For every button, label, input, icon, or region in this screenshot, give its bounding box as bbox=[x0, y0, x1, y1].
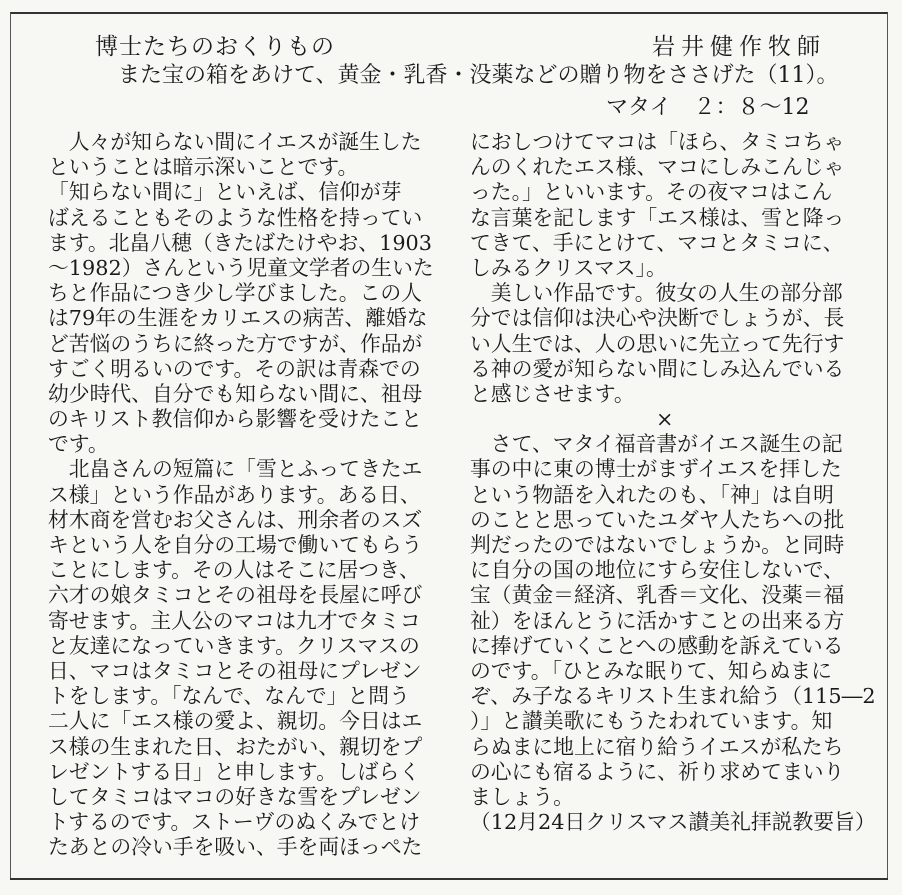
text-line: です。 bbox=[48, 432, 109, 457]
text-line: ましょう。 bbox=[470, 784, 574, 809]
text-line: 分では信仰は決心や決断でしょうが、長 bbox=[470, 306, 845, 331]
right-column bbox=[470, 130, 876, 835]
text-line: ど苦悩のうちに終った方ですが、作品が bbox=[48, 331, 423, 356]
text-line: 「知らない間に」といえば、信仰が芽 bbox=[48, 180, 402, 205]
text-line: 祉）をほんとうに活かすことの出来る方 bbox=[470, 608, 845, 633]
text-line: のキリスト教信仰から影響を受けたこと bbox=[48, 407, 422, 432]
text-line: ス様の生まれた日、おたがい、親切をプ bbox=[48, 734, 423, 759]
text-line: 寄せます。主人公のマコは九才でタミコ bbox=[48, 608, 421, 633]
text-line: のです。「ひとみな眠りて、知らぬまに bbox=[470, 658, 832, 683]
text-line: ということは暗示深いことです。 bbox=[48, 155, 359, 180]
text-line: さて、マタイ福音書がイエス誕生の記 bbox=[470, 432, 843, 457]
text-line: ます。北畠八穂（きたばたけやお、1903 bbox=[48, 230, 433, 255]
text-line: すごく明るいのです。その訳は青森での bbox=[48, 356, 421, 381]
author-name: 岩井健作牧師 bbox=[652, 34, 826, 60]
text-line: の心にも宿るように、祈り求めてまいり bbox=[470, 759, 845, 784]
bottom-rule bbox=[10, 878, 888, 880]
text-line: ）」と讃美歌にもうたわれています。知 bbox=[470, 709, 833, 734]
text-line: トをします。「なんで、なんで」と問う bbox=[48, 684, 410, 709]
text-line: った。」といいます。その夜マコはこん bbox=[470, 180, 833, 205]
text-line: してタミコはマコの好きな雪をプレゼン bbox=[48, 784, 422, 809]
article-title: 博士たちのおくりもの bbox=[95, 34, 335, 60]
text-line: 二人に「エス様の愛よ、親切。今日はエ bbox=[48, 709, 423, 734]
text-line: と友達になっていきます。クリスマスの bbox=[48, 633, 420, 658]
text-line: キという人を自分の工場で働いてもらう bbox=[48, 533, 423, 557]
text-line: は79年の生涯をカリエスの病苦、離婚な bbox=[48, 306, 428, 331]
text-line: 北畠さんの短篇に「雪とふってきたエ bbox=[48, 457, 423, 482]
text-line: トするのです。ストーヴのぬくみでとけ bbox=[48, 810, 421, 835]
text-line: のことと思っていたユダヤ人たちへの批 bbox=[470, 507, 845, 532]
text-line: 事の中に東の博士がまずイエスを拝した bbox=[470, 457, 842, 482]
text-line: んのくれたエス様、マコにしみこんじゃ bbox=[470, 155, 845, 180]
text-line: 人々が知らない間にイエスが誕生した bbox=[48, 130, 422, 154]
text-line: ことにします。その人はそこに居つき、 bbox=[48, 558, 420, 583]
text-line: い人生では、人の思いに先立って先行す bbox=[470, 331, 845, 356]
text-line: しみるクリスマス」。 bbox=[470, 255, 667, 280]
text-line: ぞ、み子なるキリスト生まれ給う（115―2 bbox=[470, 684, 876, 709]
text-line: ～1982）さんという児童文学者の生いた bbox=[48, 255, 434, 280]
text-line: ス様」という作品があります。ある日、 bbox=[48, 482, 421, 507]
text-line: てきて、手にとけて、マコとタミコに、 bbox=[470, 230, 844, 255]
text-line: 美しい作品です。彼女の人生の部分部 bbox=[470, 281, 843, 306]
text-line: らぬまに地上に宿り給うイエスが私たち bbox=[470, 734, 844, 759]
text-line: 幼少時代、自分でも知らない間に、祖母 bbox=[48, 381, 423, 406]
text-line: たあとの冷い手を吸い、手を両ほっぺた bbox=[48, 835, 423, 860]
scripture-verse: また宝の箱をあけて、黄金・乳香・没薬などの贈り物をささげた（11）。 bbox=[118, 63, 839, 88]
text-line: と感じさせます。 bbox=[470, 381, 635, 406]
text-line: ちと作品につき少し学びました。この人 bbox=[48, 281, 422, 306]
section-separator: × bbox=[656, 407, 674, 432]
left-column bbox=[48, 130, 448, 860]
text-line: 日、マコはタミコとその祖母にプレゼン bbox=[48, 658, 422, 683]
text-line: ばえることもそのような性格を持ってい bbox=[48, 205, 423, 230]
text-line: に自分の国の地位にすら安住しないで、 bbox=[470, 558, 844, 583]
text-line: 六才の娘タミコとその祖母を長屋に呼び bbox=[48, 583, 423, 608]
text-line: レゼントする日」と申します。しばらく bbox=[48, 759, 421, 784]
text-line: な言葉を記します「エス様は、雪と降っ bbox=[470, 205, 845, 230]
text-line: る神の愛が知らない間にしみ込んでいる bbox=[470, 356, 845, 381]
text-line: に捧げていくことへの感動を訴えている bbox=[470, 633, 844, 658]
text-line: 材木商を営むお父さんは、刑余者のスズ bbox=[48, 507, 423, 532]
text-line: におしつけてマコは「ほら、タミコちゃ bbox=[470, 130, 845, 154]
text-line: という物語を入れたのも、「神」は自明 bbox=[470, 482, 834, 507]
text-line: 宝（黄金＝経済、乳香＝文化、没薬＝福 bbox=[470, 583, 845, 608]
sermon-note: （12月24日クリスマス讃美礼拝説教要旨） bbox=[470, 810, 876, 835]
scripture-reference: マタイ ２：８～12 bbox=[606, 95, 810, 120]
text-line: 判だったのではないでしょうか。と同時 bbox=[470, 533, 845, 557]
